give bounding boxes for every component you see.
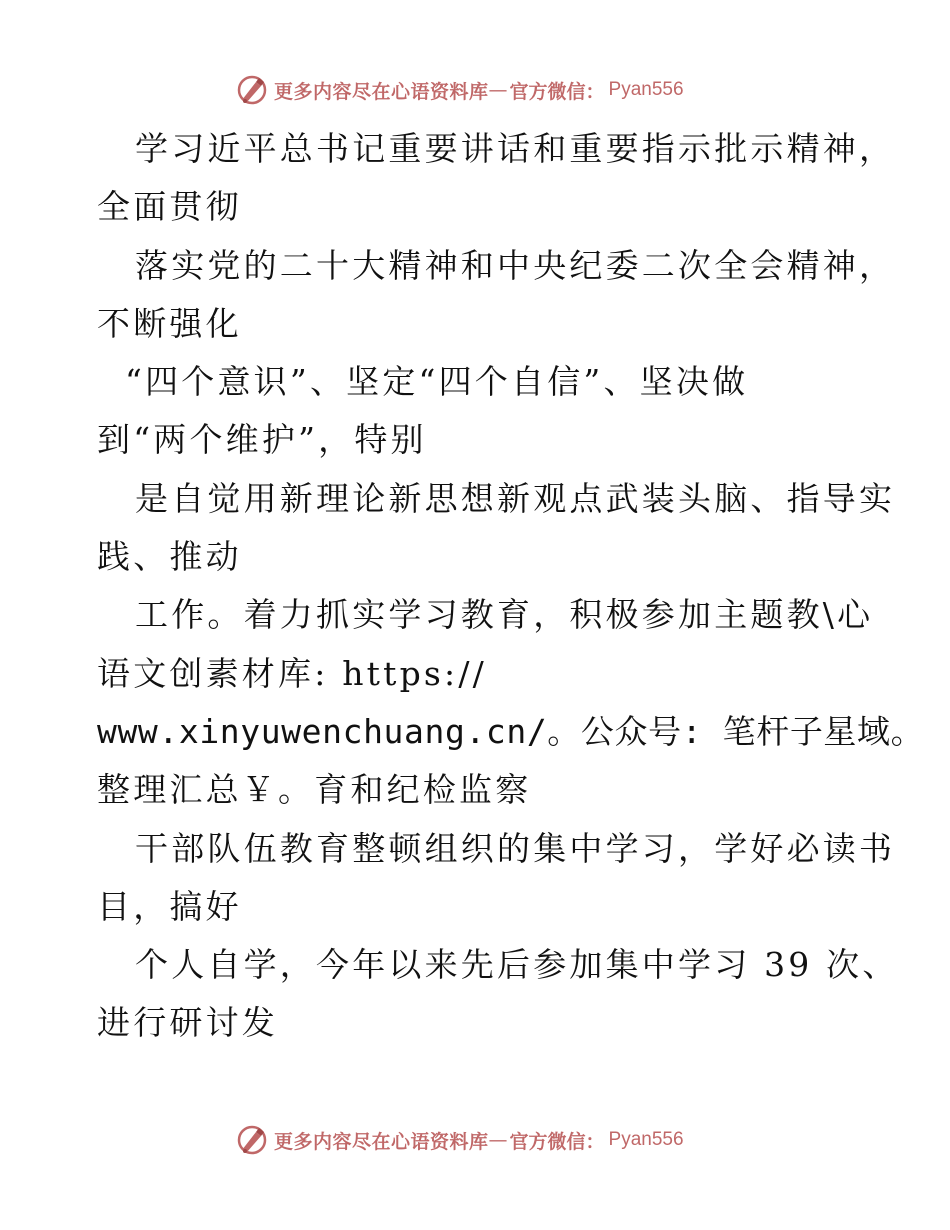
body-line-3: 落实党的二十大精神和中央纪委二次全会精神， (135, 245, 896, 285)
footer-site-text: 更多内容尽在心语资料库 (274, 1130, 489, 1153)
footer-banner (0, 1120, 950, 1160)
footer-dash: — (488, 1129, 508, 1151)
header-wechat-label: 官方微信： (509, 80, 605, 103)
body-line-13: 干部队伍教育整顿组织的集中学习，学好必读书 (135, 828, 896, 868)
footer-wechat-id: Pyan556 (608, 1129, 684, 1150)
body-line-9: 工作。着力抓实学习教育，积极参加主题教\心 (135, 595, 874, 635)
body-line-14: 目，搞好 (97, 886, 242, 926)
body-line-7: 是自觉用新理论新思想新观点武装头脑、指导实 (135, 478, 896, 518)
document-body (97, 120, 925, 1053)
body-line-12: 整理汇总￥。育和纪检监察 (97, 770, 532, 810)
pen-logo-icon (236, 1124, 268, 1156)
body-line-11: www.xinyuwenchuang.cn/。公众号: 笔杆子星域。 (97, 711, 925, 751)
header-dash: — (488, 79, 508, 101)
body-line-8: 践、推动 (97, 537, 242, 577)
footer-wechat-label: 官方微信： (509, 1130, 605, 1153)
body-line-5: “四个意识”、坚定“四个自信”、坚决做 (125, 362, 749, 402)
body-line-16: 进行研讨发 (97, 1003, 278, 1043)
body-line-10: 语文创素材库: https:// (97, 653, 487, 693)
footer-banner-content (236, 1120, 684, 1160)
body-line-15: 个人自学，今年以来先后参加集中学习 39 次、 (135, 945, 899, 985)
header-banner-content (236, 70, 684, 110)
body-line-6: 到“两个维护”，特别 (97, 420, 427, 460)
header-site-text: 更多内容尽在心语资料库 (274, 80, 489, 103)
pen-logo-icon (236, 74, 268, 106)
body-line-2: 全面贯彻 (97, 187, 242, 227)
body-line-1: 学习近平总书记重要讲话和重要指示批示精神， (135, 129, 896, 168)
header-wechat-id: Pyan556 (608, 79, 684, 100)
body-line-4: 不断强化 (97, 303, 242, 343)
header-banner (0, 70, 950, 110)
